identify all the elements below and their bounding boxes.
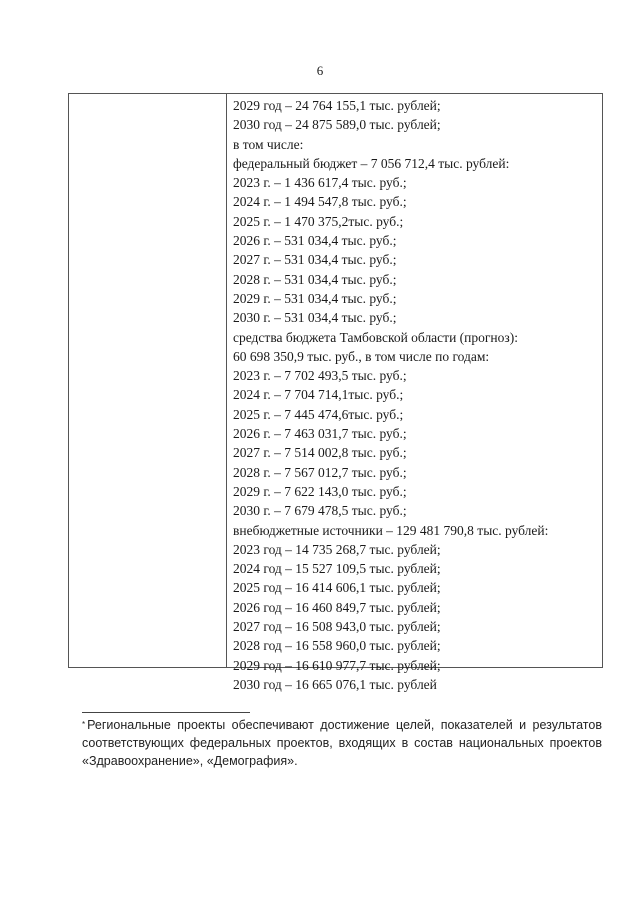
page-number: 6 bbox=[316, 63, 324, 78]
funding-line: 2028 г. – 7 567 012,7 тыс. руб.; bbox=[233, 464, 407, 480]
funding-line: 2030 г. – 531 034,4 тыс. руб.; bbox=[233, 310, 397, 326]
funding-line: федеральный бюджет – 7 056 712,4 тыс. рублей: bbox=[233, 155, 510, 171]
footnote-marker: * bbox=[82, 720, 86, 729]
funding-line: 2023 г. – 7 702 493,5 тыс. руб.; bbox=[233, 368, 407, 384]
funding-line: внебюджетные источники – 129 481 790,8 тыс. рублей: bbox=[233, 522, 549, 538]
table-right-column bbox=[227, 94, 602, 692]
funding-line: 2025 год – 16 414 606,1 тыс. рублей; bbox=[233, 580, 441, 596]
funding-line: 2026 г. – 531 034,4 тыс. руб.; bbox=[233, 233, 397, 249]
funding-table bbox=[68, 93, 603, 692]
funding-line: в том числе: bbox=[233, 136, 304, 152]
funding-line: 2023 г. – 1 436 617,4 тыс. руб.; bbox=[233, 175, 407, 191]
funding-line: 2026 г. – 7 463 031,7 тыс. руб.; bbox=[233, 426, 407, 442]
funding-line: 2025 г. – 1 470 375,2тыс. руб.; bbox=[233, 213, 404, 229]
funding-line: 2029 г. – 531 034,4 тыс. руб.; bbox=[233, 290, 397, 306]
funding-line: 2030 г. – 7 679 478,5 тыс. руб.; bbox=[233, 503, 407, 519]
funding-line: 2026 год – 16 460 849,7 тыс. рублей; bbox=[233, 599, 441, 615]
funding-line: 2029 год – 24 764 155,1 тыс. рублей; bbox=[233, 98, 441, 113]
funding-line: 2029 г. – 7 622 143,0 тыс. руб.; bbox=[233, 483, 407, 499]
funding-line: 2025 г. – 7 445 474,6тыс. руб.; bbox=[233, 406, 404, 422]
footnote bbox=[82, 716, 602, 770]
funding-line: 2030 год – 24 875 589,0 тыс. рублей; bbox=[233, 117, 441, 133]
funding-line: 2024 год – 15 527 109,5 тыс. рублей; bbox=[233, 561, 441, 577]
footnote-text: Региональные проекты обеспечивают достижение целей, показателей и результатов соответствующих федеральных проектов, входящих в состав национальных проектов «Здравоохранение», «Демография». bbox=[82, 718, 602, 768]
funding-line: 2027 г. – 531 034,4 тыс. руб.; bbox=[233, 252, 397, 268]
table-left-column bbox=[69, 94, 227, 667]
funding-line: 2027 г. – 7 514 002,8 тыс. руб.; bbox=[233, 445, 407, 461]
funding-line: 2028 г. – 531 034,4 тыс. руб.; bbox=[233, 271, 397, 287]
funding-line: 2028 год – 16 558 960,0 тыс. рублей; bbox=[233, 638, 441, 654]
funding-line: 2029 год – 16 610 977,7 тыс. рублей; bbox=[233, 657, 441, 673]
funding-line: средства бюджета Тамбовской области (прогноз): bbox=[233, 329, 518, 345]
funding-line: 2027 год – 16 508 943,0 тыс. рублей; bbox=[233, 619, 441, 635]
footnote-divider bbox=[82, 712, 250, 713]
funding-line: 2023 год – 14 735 268,7 тыс. рублей; bbox=[233, 541, 441, 557]
funding-line: 2024 г. – 1 494 547,8 тыс. руб.; bbox=[233, 194, 407, 210]
funding-line: 2024 г. – 7 704 714,1тыс. руб.; bbox=[233, 387, 404, 403]
funding-line: 60 698 350,9 тыс. руб., в том числе по годам: bbox=[233, 348, 490, 364]
funding-line: 2030 год – 16 665 076,1 тыс. рублей bbox=[233, 676, 437, 692]
